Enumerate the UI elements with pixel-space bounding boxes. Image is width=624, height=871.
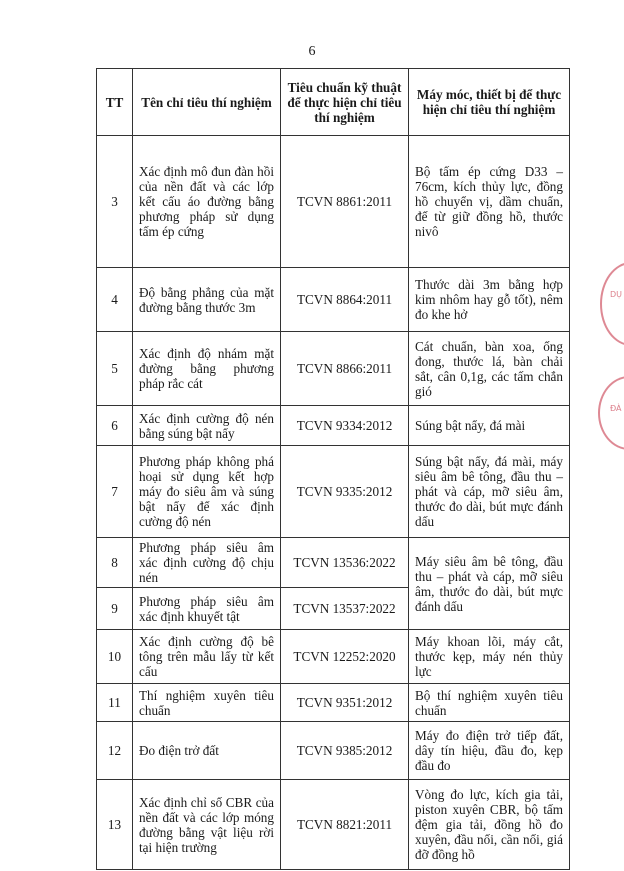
standard-code: TCVN 13536:2022 <box>281 538 409 588</box>
test-name: Phương pháp không phá hoại sử dụng kết hợp máy đo siêu âm và súng bật nẩy để xác định cường độ nén <box>133 446 281 538</box>
header-standard: Tiêu chuẩn kỹ thuật để thực hiện chỉ tiêu thí nghiệm <box>281 69 409 136</box>
test-name: Thí nghiệm xuyên tiêu chuẩn <box>133 684 281 722</box>
equipment: Bộ thí nghiệm xuyên tiêu chuẩn <box>409 684 570 722</box>
test-name: Xác định cường độ bê tông trên mẫu lấy từ kết cấu <box>133 630 281 684</box>
table-row <box>97 684 570 722</box>
row-number: 4 <box>97 268 133 332</box>
standard-code: TCVN 13537:2022 <box>281 588 409 630</box>
table-row <box>97 332 570 406</box>
row-number: 8 <box>97 538 133 588</box>
test-name: Phương pháp siêu âm xác định khuyết tật <box>133 588 281 630</box>
seal-text: DỤ <box>610 290 623 299</box>
standard-code: TCVN 8861:2011 <box>281 136 409 268</box>
table-row <box>97 406 570 446</box>
equipment: Thước dài 3m bằng hợp kim nhôm hay gỗ tốt), nêm đo khe hở <box>409 268 570 332</box>
header-equipment: Máy móc, thiết bị để thực hiện chỉ tiêu thí nghiệm <box>409 69 570 136</box>
test-name: Xác định chỉ số CBR của nền đất và các lớp móng đường bằng vật liệu rời tại hiện trường <box>133 780 281 870</box>
table-row <box>97 630 570 684</box>
equipment: Bộ tấm ép cứng D33 – 76cm, kích thủy lực, đồng hồ chuyển vị, dầm chuẩn, đế từ giữ đồng hồ, thước nivô <box>409 136 570 268</box>
red-seal-fragment <box>600 262 624 346</box>
equipment: Vòng đo lực, kích gia tải, piston xuyên CBR, bộ tấm đệm gia tải, đồng hồ đo xuyên, đầu nối, cần nối, giá đỡ đồng hồ <box>409 780 570 870</box>
test-name: Xác định độ nhám mặt đường bằng phương pháp rắc cát <box>133 332 281 406</box>
equipment: Máy đo điện trở tiếp đất, dây tín hiệu, đầu đo, kẹp đầu đo <box>409 722 570 780</box>
row-number: 10 <box>97 630 133 684</box>
row-number: 7 <box>97 446 133 538</box>
standard-code: TCVN 9335:2012 <box>281 446 409 538</box>
row-number: 11 <box>97 684 133 722</box>
test-standards-table <box>96 68 570 870</box>
table-row <box>97 722 570 780</box>
header-tt: TT <box>97 69 133 136</box>
table-header-row <box>97 69 570 136</box>
table-row <box>97 446 570 538</box>
page-number: 6 <box>308 44 316 59</box>
standard-code: TCVN 9385:2012 <box>281 722 409 780</box>
seal-text: ĐÀ <box>610 404 622 413</box>
standard-code: TCVN 8866:2011 <box>281 332 409 406</box>
row-number: 3 <box>97 136 133 268</box>
equipment: Cát chuẩn, bàn xoa, ống đong, thước lá, bàn chải sắt, cân 0,1g, các tấm chắn gió <box>409 332 570 406</box>
standard-code: TCVN 9351:2012 <box>281 684 409 722</box>
row-number: 5 <box>97 332 133 406</box>
red-seal-fragment <box>598 376 624 450</box>
equipment: Súng bật nẩy, đá mài <box>409 406 570 446</box>
test-name: Xác định cường độ nén bằng súng bật nẩy <box>133 406 281 446</box>
table-row <box>97 268 570 332</box>
equipment: Máy siêu âm bê tông, đầu thu – phát và cáp, mỡ siêu âm, thước đo dài, bút mực đánh dấu <box>409 538 570 630</box>
standard-code: TCVN 9334:2012 <box>281 406 409 446</box>
test-name: Đo điện trở đất <box>133 722 281 780</box>
row-number: 6 <box>97 406 133 446</box>
test-name: Xác định mô đun đàn hồi của nền đất và các lớp kết cấu áo đường bằng phương pháp sử dụng tấm ép cứng <box>133 136 281 268</box>
row-number: 9 <box>97 588 133 630</box>
table-row <box>97 780 570 870</box>
header-test-name: Tên chỉ tiêu thí nghiệm <box>133 69 281 136</box>
test-name: Phương pháp siêu âm xác định cường độ chịu nén <box>133 538 281 588</box>
table-row <box>97 136 570 268</box>
standard-code: TCVN 12252:2020 <box>281 630 409 684</box>
row-number: 12 <box>97 722 133 780</box>
test-name: Độ bằng phẳng của mặt đường bằng thước 3m <box>133 268 281 332</box>
standard-code: TCVN 8864:2011 <box>281 268 409 332</box>
equipment: Súng bật nẩy, đá mài, máy siêu âm bê tông, đầu thu – phát và cáp, mỡ siêu âm, thước đo dài, bút mực đánh dấu <box>409 446 570 538</box>
standard-code: TCVN 8821:2011 <box>281 780 409 870</box>
equipment: Máy khoan lõi, máy cắt, thước kẹp, máy nén thủy lực <box>409 630 570 684</box>
table-row <box>97 538 570 588</box>
row-number: 13 <box>97 780 133 870</box>
